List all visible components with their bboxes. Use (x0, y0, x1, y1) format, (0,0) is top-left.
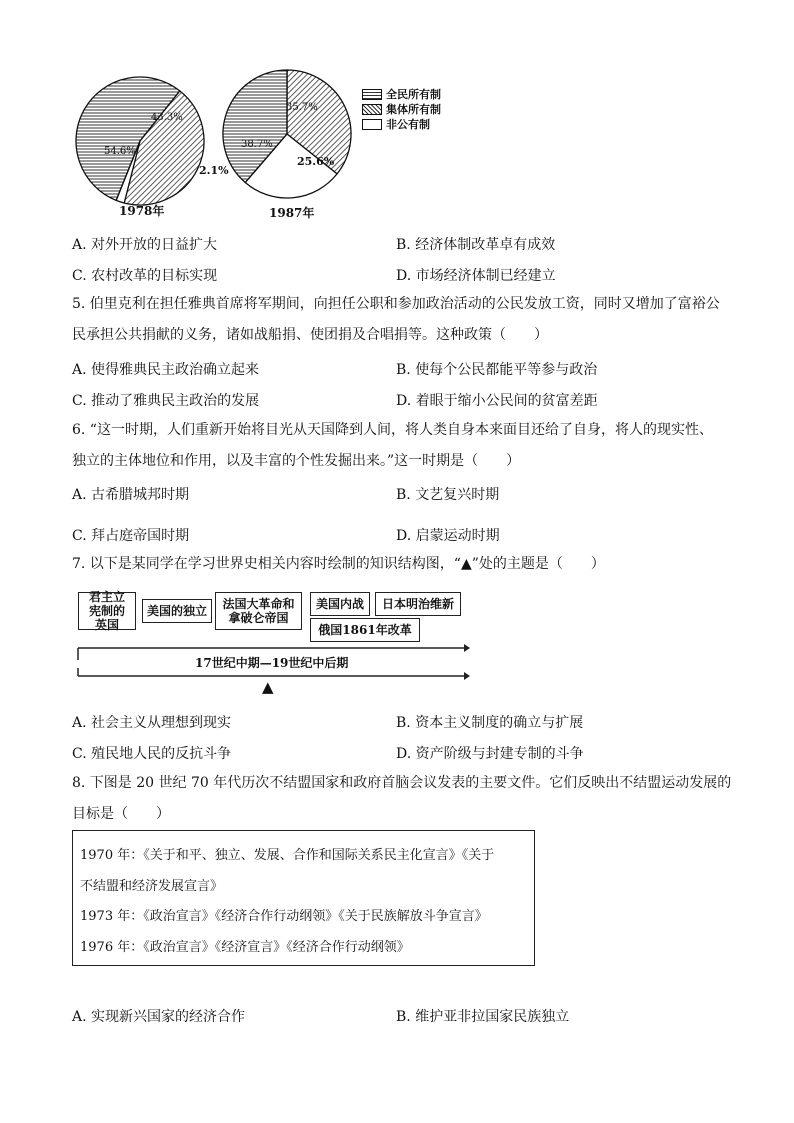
pie-label-1978-private: 2.1% (199, 164, 229, 177)
pie-label-1987-state: 38.7% (241, 139, 273, 150)
q4-option-a: A. 对外开放的日益扩大 (72, 237, 218, 253)
box-american-civil-war: 美国内战 (310, 592, 370, 616)
pie-1987 (223, 70, 351, 198)
doc-line-1976: 1976 年：《政治宣言》《经济宣言》《经济合作行动纲领》 (80, 940, 410, 955)
q7-stem: 7. 以下是某同学在学习世界史相关内容时绘制的知识结构图，“▲”处的主题是（ ） (72, 556, 605, 572)
pie-title-1978: 1978年 (119, 204, 165, 218)
q8-stem-line2: 目标是（ ） (72, 806, 170, 822)
box-french-revolution: 法国大革命和拿破仑帝国 (215, 592, 302, 630)
legend-swatch-diag (362, 104, 382, 115)
box-russia-1861-reform: 俄国1861年改革 (310, 618, 420, 642)
legend-state (362, 86, 441, 102)
q6-option-c: C. 拜占庭帝国时期 (72, 528, 190, 544)
timeline-label: 17世纪中期—19世纪中后期 (195, 656, 349, 670)
q5-option-b: B. 使每个公民都能平等参与政治 (396, 362, 598, 378)
box-british-constitutional-monarchy: 君主立宪制的英国 (78, 592, 136, 630)
legend-collective (362, 101, 441, 117)
pie-label-1978-state: 54.6% (104, 146, 136, 157)
pie-1978 (76, 77, 204, 205)
doc-line-1973: 1973 年：《政治宣言》《经济合作行动纲领》《关于民族解放斗争宣言》 (80, 909, 488, 924)
q4-option-d: D. 市场经济体制已经建立 (396, 268, 556, 284)
q5-option-d: D. 着眼于缩小公民间的贫富差距 (396, 393, 598, 409)
q7-option-a: A. 社会主义从理想到现实 (72, 715, 232, 731)
q8-option-a: A. 实现新兴国家的经济合作 (72, 1009, 246, 1025)
pie-title-1987: 1987年 (269, 206, 315, 220)
q6-stem-line2: 独立的主体地位和作用，以及丰富的个性发掘出来。”这一时期是（ ） (72, 453, 521, 469)
pie-label-1987-collective: 35.7% (286, 102, 318, 113)
q4-option-c: C. 农村改革的目标实现 (72, 268, 218, 284)
q5-stem-line2: 民承担公共捐献的义务，诸如战船捐、使团捐及合唱捐等。这种政策（ ） (72, 327, 548, 343)
q8-stem-line1: 8. 下图是 20 世纪 70 年代历次不结盟国家和政府首脑会议发表的主要文件。它们反映出不结盟运动发展的 (72, 775, 732, 791)
q7-option-d: D. 资产阶级与封建专制的斗争 (396, 746, 584, 762)
pie-label-1987-private: 25.6% (297, 155, 335, 168)
q6-option-d: D. 启蒙运动时期 (396, 528, 500, 544)
legend-swatch-blank (362, 119, 382, 130)
q5-option-a: A. 使得雅典民主政治确立起来 (72, 362, 260, 378)
legend-swatch-hlines (362, 89, 382, 100)
doc-line-1970a: 1970 年：《关于和平、独立、发展、合作和国际关系民主化宣言》《关于 (80, 848, 495, 863)
q6-option-b: B. 文艺复兴时期 (396, 487, 500, 503)
legend-private (362, 116, 430, 132)
legend-label: 集体所有制 (386, 103, 441, 116)
legend-label: 非公有制 (386, 118, 430, 131)
q7-option-c: C. 殖民地人民的反抗斗争 (72, 746, 232, 762)
doc-line-1970b: 不结盟和经济发展宣言》 (80, 879, 224, 894)
q5-stem-line1: 5. 伯里克利在担任雅典首席将军期间，向担任公职和参加政治活动的公民发放工资，同时又增加了富裕公 (72, 296, 720, 312)
q6-option-a: A. 古希腊城邦时期 (72, 487, 190, 503)
q8-option-b: B. 维护亚非拉国家民族独立 (396, 1009, 570, 1025)
pie-label-1978-collective: 43.3% (151, 112, 183, 123)
q7-option-b: B. 资本主义制度的确立与扩展 (396, 715, 584, 731)
box-meiji-restoration: 日本明治维新 (375, 592, 461, 616)
triangle-marker: ▲ (262, 678, 274, 696)
q5-option-c: C. 推动了雅典民主政治的发展 (72, 393, 260, 409)
q4-option-b: B. 经济体制改革卓有成效 (396, 237, 556, 253)
legend-label: 全民所有制 (386, 88, 441, 101)
q6-stem-line1: 6. “这一时期，人们重新开始将目光从天国降到人间，将人类自身本来面目还给了自身，将人的现实性、 (72, 422, 713, 438)
box-american-independence: 美国的独立 (142, 599, 212, 623)
